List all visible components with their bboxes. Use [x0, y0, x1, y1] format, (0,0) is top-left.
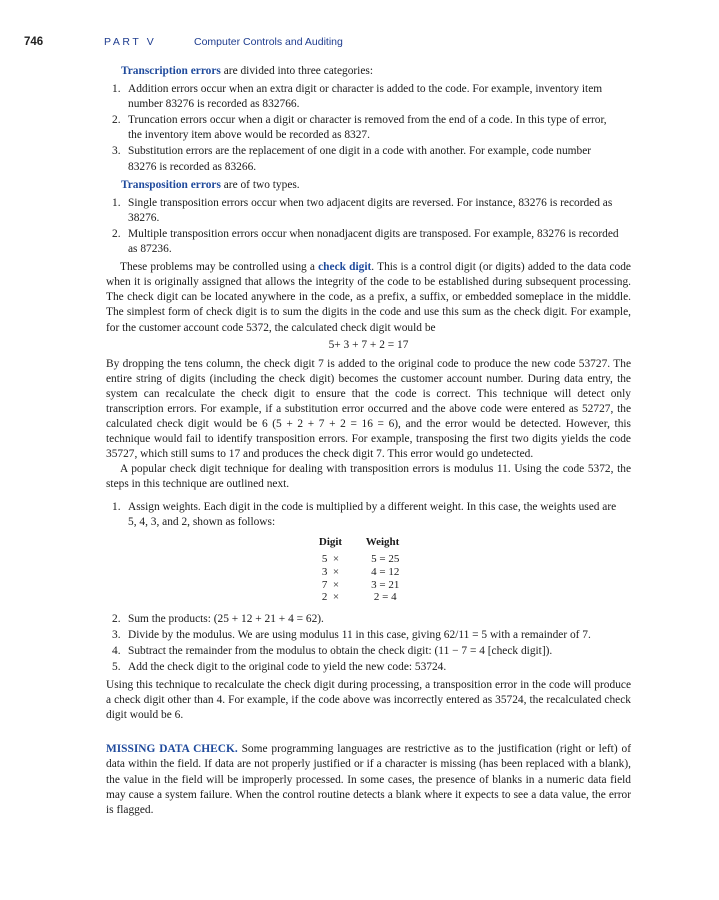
- list-item: 3. Substitution errors are the replacement of one digit in a code with another. For example, code number 83276 is recorded as 83266.: [112, 145, 592, 173]
- list-item: 1. Single transposition errors occur when two adjacent digits are reversed. For instance, 83276 is recorded as 38276.: [112, 196, 613, 224]
- part-label: PART V: [104, 36, 157, 48]
- recalculation-paragraph: Using this technique to recalculate the check digit during processing, a transposition error in the code will produce a check digit other than 4. For example, if the code above was incorrectly entered as 35724, the recalculated check digit would be 6.: [106, 679, 631, 722]
- table-row: 5 × 5 = 25: [321, 553, 400, 566]
- modulus-steps-continued: [106, 612, 631, 675]
- transposition-list: [106, 196, 631, 257]
- weight-header: Weight: [365, 535, 400, 548]
- chapter-title: Computer Controls and Auditing: [194, 36, 343, 48]
- check-digit-paragraph: These problems may be controlled using a check digit. This is a control digit (or digits) added to the data code when it is originally assigned that allows the integrity of the code to be established during subsequent processing. The check digit can be located anywhere in the code, as a prefix, a suffix, or embedded someplace in the middle. The simplest form of check digit is to sum the digits in the code and use this sum as the check digit. For example, for the customer account code 5372, the calculated check digit would be: [106, 261, 631, 334]
- missing-data-section: MISSING DATA CHECK. Some programming languages are restrictive as to the justification (right or left) of data within the field. If data are not properly justified or if a character is missing (has been replaced with a blank), the value in the field will be improperly processed. In some cases, the presence of blanks in a numeric data field may cause a system failure. When the control routine detects a blank where it expects to see a data value, the error is flagged.: [106, 743, 631, 816]
- list-item: 5. Add the check digit to the original code to yield the new code: 53724.: [112, 660, 447, 673]
- list-item: 1. Addition errors occur when an extra digit or character is added to the code. For example, inventory item number 83276 is recorded as 832766.: [112, 83, 603, 111]
- transcription-list: [106, 82, 631, 175]
- list-item: 2. Truncation errors occur when a digit or character is removed from the end of a code. In this type of error, the inventory item above would be recorded as 8327.: [112, 114, 607, 142]
- check-digit-explanation: By dropping the tens column, the check digit 7 is added to the original code to produce the new code 53727. The entire string of digits (including the check digit) becomes the customer account number. During data entry, the system can recalculate the check digit to ensure that the code is correct. This technique will detect only transcription errors. For example, if a substitution error occurred and the above code were entered as 52727, the calculated check digit would be 6 (5 + 2 + 7 + 2 = 16 = 6), and the error would be detected. However, this technique would fail to identify transposition errors. For example, transposing the first two digits yields the code 35727, which still sums to 17 and produces the check digit 7. This error would go undetected.: [106, 357, 631, 461]
- page-body: [106, 64, 631, 818]
- list-item: 1. Assign weights. Each digit in the code is multiplied by a different weight. In this case, the weights used are 5, 4, 3, and 2, shown as follows:: [112, 500, 617, 528]
- sum-formula: 5+ 3 + 7 + 2 = 17: [328, 338, 409, 351]
- page-number: 746: [24, 36, 44, 48]
- transcription-term: Transcription errors: [121, 65, 221, 77]
- list-item: 3. Divide by the modulus. We are using modulus 11 in this case, giving 62/11 = 5 with a remainder of 7.: [112, 628, 591, 641]
- table-row: 2 × 2 = 4: [321, 591, 397, 604]
- transposition-intro: Transposition errors are of two types.: [121, 178, 300, 191]
- section-heading: MISSING DATA CHECK.: [106, 743, 238, 756]
- table-row: 7 × 3 = 21: [321, 578, 400, 591]
- digit-header: Digit: [318, 535, 343, 548]
- list-item: 2. Multiple transposition errors occur when nonadjacent digits are transposed. For example, 83276 is recorded as 87236.: [112, 227, 619, 256]
- table-row: 3 × 4 = 12: [321, 565, 400, 578]
- check-digit-term: check digit: [318, 261, 372, 274]
- weights-table: [309, 536, 413, 604]
- running-header: [24, 36, 684, 52]
- transcription-intro: Transcription errors are divided into three categories:: [121, 65, 374, 77]
- transposition-term: Transposition errors: [121, 178, 221, 191]
- list-item: 2. Sum the products: (25 + 12 + 21 + 4 = 62).: [112, 612, 324, 625]
- list-item: 4. Subtract the remainder from the modulus to obtain the check digit: (11 − 7 = 4 [check digit]).: [112, 644, 553, 657]
- modulus-intro: A popular check digit technique for dealing with transposition errors is modulus 11. Using the code 5372, the steps in this technique are outlined next.: [106, 463, 631, 491]
- modulus-steps: [106, 500, 631, 530]
